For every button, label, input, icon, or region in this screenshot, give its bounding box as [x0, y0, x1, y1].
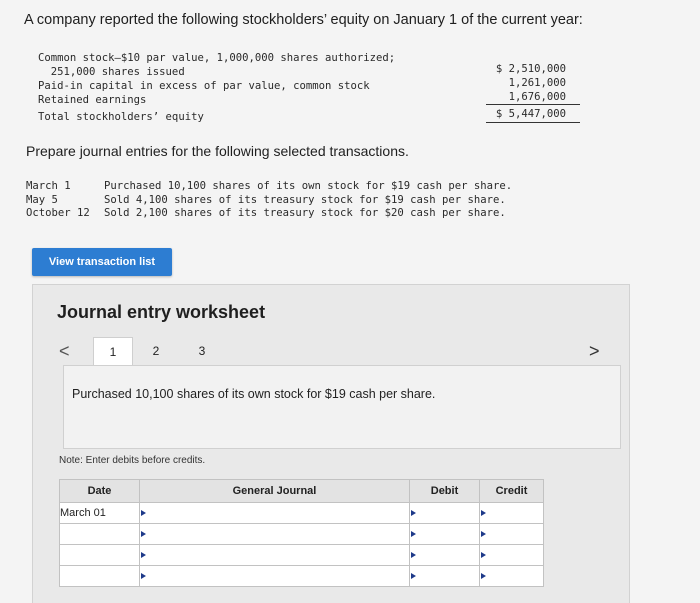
total-equity-label: Total stockholders’ equity: [38, 111, 204, 123]
note-text: Note: Enter debits before credits.: [59, 455, 206, 466]
intro-text: A company reported the following stockholders’ equity on January 1 of the current year:: [24, 12, 583, 28]
view-transaction-list-button[interactable]: View transaction list: [32, 248, 172, 276]
transaction-date: March 1: [26, 180, 71, 192]
account-input[interactable]: [140, 545, 410, 566]
date-cell: [60, 524, 140, 545]
journal-entry-worksheet: [32, 284, 630, 603]
previous-arrow-icon[interactable]: <: [59, 341, 70, 361]
subtotal-rule: [486, 104, 580, 105]
debit-column-header: Debit: [410, 480, 480, 503]
tab-2[interactable]: 2: [152, 344, 160, 358]
tab-3[interactable]: 3: [198, 344, 206, 358]
retained-earnings-label: Retained earnings: [38, 94, 147, 106]
date-cell: March 01: [60, 503, 140, 524]
paid-in-capital-label: Paid-in capital in excess of par value, common stock: [38, 80, 370, 92]
credit-input[interactable]: [480, 545, 544, 566]
debit-input[interactable]: [410, 503, 480, 524]
account-input[interactable]: [140, 503, 410, 524]
debit-input[interactable]: [410, 524, 480, 545]
table-row: [60, 503, 544, 524]
transaction-date: October 12: [26, 207, 90, 219]
date-cell: [60, 545, 140, 566]
date-cell: [60, 566, 140, 587]
account-input[interactable]: [140, 524, 410, 545]
total-rule: [486, 122, 580, 123]
transaction-description: Sold 2,100 shares of its treasury stock for $20 cash per share.: [104, 207, 506, 219]
prepare-instruction: Prepare journal entries for the following selected transactions.: [26, 143, 409, 159]
credit-input[interactable]: [480, 503, 544, 524]
transaction-description-box: [63, 365, 621, 449]
worksheet-title: Journal entry worksheet: [57, 302, 266, 322]
table-row: [60, 566, 544, 587]
next-arrow-icon[interactable]: >: [589, 341, 600, 361]
table-row: [60, 524, 544, 545]
table-row: [60, 545, 544, 566]
transaction-description: Sold 4,100 shares of its treasury stock for $19 cash per share.: [104, 194, 506, 206]
general-journal-column-header: General Journal: [140, 480, 410, 503]
debit-input[interactable]: [410, 566, 480, 587]
tab-1[interactable]: 1: [93, 337, 133, 366]
account-input[interactable]: [140, 566, 410, 587]
paid-in-capital-amount: 1,261,000: [508, 77, 566, 89]
transaction-date: May 5: [26, 194, 58, 206]
retained-earnings-amount: 1,676,000: [508, 91, 566, 103]
journal-table: [59, 479, 544, 587]
credit-input[interactable]: [480, 566, 544, 587]
debit-input[interactable]: [410, 545, 480, 566]
total-equity-amount: $ 5,447,000: [495, 108, 566, 120]
table-header-row: [60, 480, 544, 503]
credit-column-header: Credit: [480, 480, 544, 503]
transaction-description: Purchased 10,100 shares of its own stock for $19 cash per share.: [104, 180, 513, 192]
common-stock-amount: $ 2,510,000: [495, 63, 566, 75]
worksheet-description: Purchased 10,100 shares of its own stock for $19 cash per share.: [72, 387, 436, 401]
shares-issued-label: 251,000 shares issued: [38, 66, 185, 78]
date-column-header: Date: [60, 480, 140, 503]
common-stock-label: Common stock—$10 par value, 1,000,000 shares authorized;: [38, 52, 396, 64]
credit-input[interactable]: [480, 524, 544, 545]
